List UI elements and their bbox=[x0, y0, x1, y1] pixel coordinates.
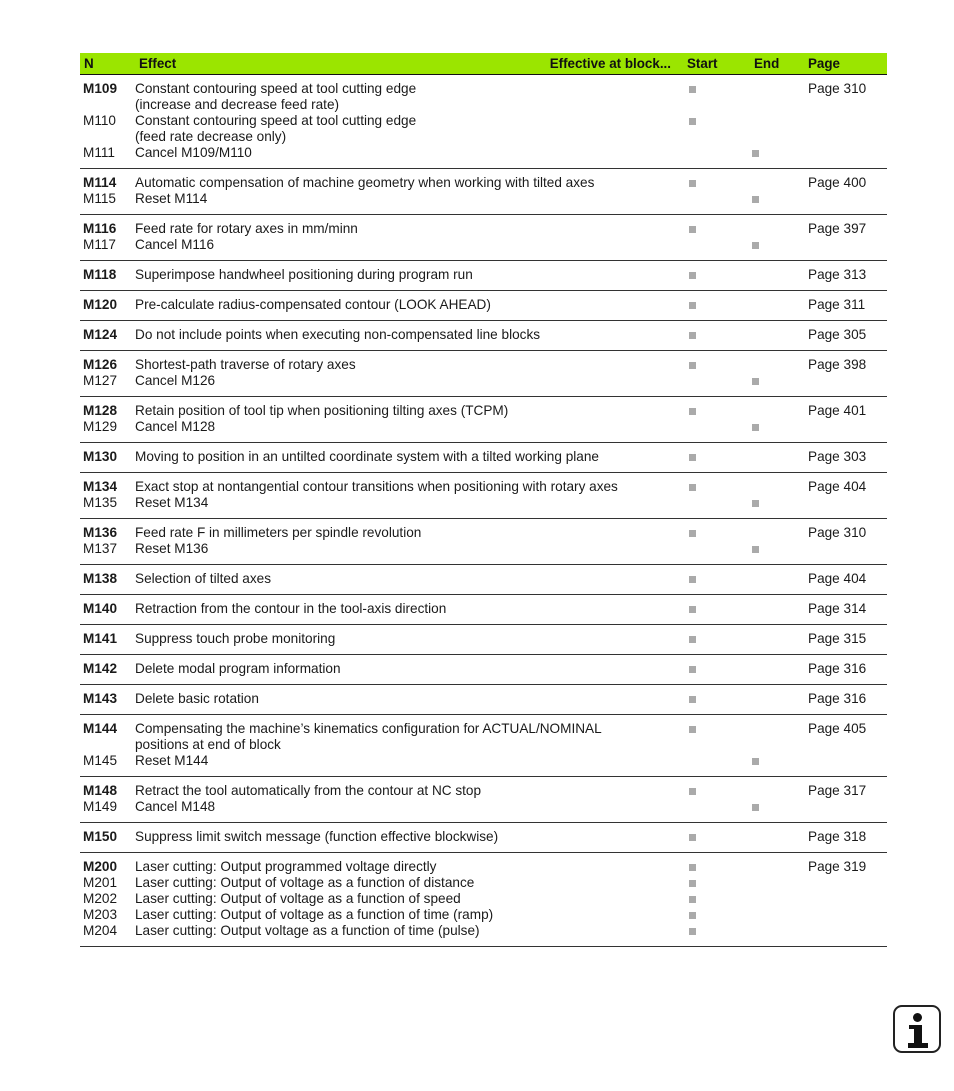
start-marker-icon bbox=[689, 726, 696, 733]
effect-text: Superimpose handwheel positioning during program run bbox=[135, 267, 473, 282]
m-code: M120 bbox=[83, 297, 118, 312]
page-cell bbox=[804, 625, 887, 655]
m-code: M201 bbox=[83, 875, 118, 890]
effect-cell bbox=[135, 397, 683, 443]
m-code: M144 bbox=[83, 721, 118, 736]
m-code: M204 bbox=[83, 923, 118, 938]
start-marker-icon bbox=[689, 912, 696, 919]
m-code: M126 bbox=[83, 357, 118, 372]
code-cell bbox=[80, 261, 135, 291]
m-code: M200 bbox=[83, 859, 118, 874]
page-ref: Page 305 bbox=[808, 327, 867, 342]
effect-text: Cancel M116 bbox=[135, 237, 215, 252]
end-cell bbox=[750, 169, 804, 215]
code-cell bbox=[80, 351, 135, 397]
page-cell bbox=[804, 685, 887, 715]
effect-text: Delete modal program information bbox=[135, 661, 341, 676]
page-ref: Page 397 bbox=[808, 221, 867, 236]
effect-cell bbox=[135, 261, 683, 291]
effect-text: Reset M114 bbox=[135, 191, 208, 206]
effect-text: Cancel M109/M110 bbox=[135, 145, 252, 160]
end-marker-icon bbox=[752, 546, 759, 553]
m-code: M114 bbox=[83, 175, 117, 190]
page-cell bbox=[804, 75, 887, 169]
table-row bbox=[80, 75, 887, 169]
start-cell bbox=[683, 75, 750, 169]
m-function-table bbox=[80, 53, 887, 947]
effect-cell bbox=[135, 715, 683, 777]
start-marker-icon bbox=[689, 362, 696, 369]
m-code: M202 bbox=[83, 891, 118, 906]
end-cell bbox=[750, 291, 804, 321]
effect-text: (feed rate decrease only) bbox=[135, 129, 287, 144]
code-cell bbox=[80, 473, 135, 519]
effect-cell bbox=[135, 321, 683, 351]
end-cell bbox=[750, 777, 804, 823]
page-ref: Page 314 bbox=[808, 601, 867, 616]
effect-text: Selection of tilted axes bbox=[135, 571, 272, 586]
code-cell bbox=[80, 75, 135, 169]
end-cell bbox=[750, 215, 804, 261]
start-marker-icon bbox=[689, 86, 696, 93]
header-page: Page bbox=[804, 53, 887, 75]
effect-text: Cancel M128 bbox=[135, 419, 216, 434]
effect-text: Retraction from the contour in the tool-axis direction bbox=[135, 601, 447, 616]
effect-text: positions at end of block bbox=[135, 737, 281, 752]
page-ref: Page 313 bbox=[808, 267, 867, 282]
code-cell bbox=[80, 823, 135, 853]
table-row bbox=[80, 715, 887, 777]
code-cell bbox=[80, 321, 135, 351]
effect-text: Constant contouring speed at tool cutting edge bbox=[135, 81, 417, 96]
effect-cell bbox=[135, 473, 683, 519]
start-marker-icon bbox=[689, 332, 696, 339]
code-cell bbox=[80, 169, 135, 215]
table-row bbox=[80, 321, 887, 351]
m-code: M136 bbox=[83, 525, 118, 540]
end-cell bbox=[750, 625, 804, 655]
end-cell bbox=[750, 565, 804, 595]
m-code: M129 bbox=[83, 419, 118, 434]
m-code: M203 bbox=[83, 907, 118, 922]
effect-cell bbox=[135, 625, 683, 655]
m-code: M148 bbox=[83, 783, 118, 798]
start-cell bbox=[683, 291, 750, 321]
header-n: N bbox=[80, 53, 135, 75]
table-row bbox=[80, 443, 887, 473]
start-marker-icon bbox=[689, 180, 696, 187]
code-cell bbox=[80, 853, 135, 947]
start-marker-icon bbox=[689, 118, 696, 125]
end-cell bbox=[750, 321, 804, 351]
effect-text: Retain position of tool tip when positioning tilting axes (TCPM) bbox=[135, 403, 509, 418]
page-ref: Page 318 bbox=[808, 829, 867, 844]
end-marker-icon bbox=[752, 758, 759, 765]
code-cell bbox=[80, 443, 135, 473]
page-cell bbox=[804, 169, 887, 215]
start-cell bbox=[683, 321, 750, 351]
page-ref: Page 316 bbox=[808, 661, 867, 676]
start-marker-icon bbox=[689, 576, 696, 583]
effect-text: Cancel M126 bbox=[135, 373, 216, 388]
table-row bbox=[80, 215, 887, 261]
effect-cell bbox=[135, 565, 683, 595]
info-icon bbox=[893, 1005, 941, 1053]
effect-cell bbox=[135, 519, 683, 565]
code-cell bbox=[80, 519, 135, 565]
m-code: M110 bbox=[83, 113, 116, 128]
effect-cell bbox=[135, 655, 683, 685]
page-ref: Page 405 bbox=[808, 721, 867, 736]
page-cell bbox=[804, 777, 887, 823]
code-cell bbox=[80, 625, 135, 655]
end-cell bbox=[750, 853, 804, 947]
effect-text: Do not include points when executing non-compensated line blocks bbox=[135, 327, 541, 342]
end-cell bbox=[750, 261, 804, 291]
table-row bbox=[80, 473, 887, 519]
start-cell bbox=[683, 397, 750, 443]
end-marker-icon bbox=[752, 196, 759, 203]
page-cell bbox=[804, 321, 887, 351]
start-marker-icon bbox=[689, 696, 696, 703]
table-row bbox=[80, 777, 887, 823]
page-ref: Page 400 bbox=[808, 175, 867, 190]
start-cell bbox=[683, 443, 750, 473]
start-cell bbox=[683, 715, 750, 777]
end-cell bbox=[750, 655, 804, 685]
effect-text: Retract the tool automatically from the contour at NC stop bbox=[135, 783, 482, 798]
table-row bbox=[80, 291, 887, 321]
effect-text: Cancel M148 bbox=[135, 799, 216, 814]
page-ref: Page 315 bbox=[808, 631, 867, 646]
start-marker-icon bbox=[689, 272, 696, 279]
m-code: M135 bbox=[83, 495, 118, 510]
code-cell bbox=[80, 565, 135, 595]
effect-text: Reset M134 bbox=[135, 495, 209, 510]
code-cell bbox=[80, 397, 135, 443]
start-marker-icon bbox=[689, 408, 696, 415]
m-code: M117 bbox=[83, 237, 116, 252]
code-cell bbox=[80, 215, 135, 261]
effect-text: Delete basic rotation bbox=[135, 691, 259, 706]
start-marker-icon bbox=[689, 834, 696, 841]
page-cell bbox=[804, 261, 887, 291]
start-marker-icon bbox=[689, 530, 696, 537]
table-row bbox=[80, 625, 887, 655]
m-code: M115 bbox=[83, 191, 116, 206]
effect-text: Constant contouring speed at tool cutting edge bbox=[135, 113, 417, 128]
m-code: M111 bbox=[83, 145, 115, 160]
page-ref: Page 311 bbox=[808, 297, 866, 312]
effect-text: Automatic compensation of machine geometry when working with tilted axes bbox=[135, 175, 595, 190]
start-cell bbox=[683, 625, 750, 655]
m-code: M118 bbox=[83, 267, 117, 282]
header-start: Start bbox=[683, 53, 750, 75]
effect-cell bbox=[135, 443, 683, 473]
page-ref: Page 404 bbox=[808, 571, 867, 586]
page-cell bbox=[804, 595, 887, 625]
start-marker-icon bbox=[689, 928, 696, 935]
end-marker-icon bbox=[752, 150, 759, 157]
end-cell bbox=[750, 823, 804, 853]
effect-text: Suppress limit switch message (function effective blockwise) bbox=[135, 829, 499, 844]
m-code: M150 bbox=[83, 829, 118, 844]
start-marker-icon bbox=[689, 484, 696, 491]
start-marker-icon bbox=[689, 606, 696, 613]
start-marker-icon bbox=[689, 666, 696, 673]
table-header-row bbox=[80, 53, 887, 75]
page-cell bbox=[804, 853, 887, 947]
start-cell bbox=[683, 853, 750, 947]
start-marker-icon bbox=[689, 788, 696, 795]
page-ref: Page 316 bbox=[808, 691, 867, 706]
effect-cell bbox=[135, 685, 683, 715]
page-cell bbox=[804, 823, 887, 853]
end-marker-icon bbox=[752, 804, 759, 811]
m-code: M124 bbox=[83, 327, 118, 342]
effect-text: Laser cutting: Output of voltage as a function of time (ramp) bbox=[135, 907, 494, 922]
table-row bbox=[80, 351, 887, 397]
table-row bbox=[80, 519, 887, 565]
effect-cell bbox=[135, 823, 683, 853]
table-row bbox=[80, 823, 887, 853]
table-row bbox=[80, 655, 887, 685]
effect-cell bbox=[135, 777, 683, 823]
end-cell bbox=[750, 595, 804, 625]
start-marker-icon bbox=[689, 864, 696, 871]
end-cell bbox=[750, 351, 804, 397]
m-code: M134 bbox=[83, 479, 118, 494]
effect-cell bbox=[135, 595, 683, 625]
start-marker-icon bbox=[689, 226, 696, 233]
end-marker-icon bbox=[752, 378, 759, 385]
page-ref: Page 401 bbox=[808, 403, 867, 418]
page-cell bbox=[804, 655, 887, 685]
m-code: M128 bbox=[83, 403, 118, 418]
header-end: End bbox=[750, 53, 804, 75]
table-row bbox=[80, 565, 887, 595]
code-cell bbox=[80, 655, 135, 685]
page-cell bbox=[804, 519, 887, 565]
header-effect-group bbox=[135, 53, 683, 75]
effect-cell bbox=[135, 75, 683, 169]
start-cell bbox=[683, 519, 750, 565]
end-cell bbox=[750, 473, 804, 519]
page-cell bbox=[804, 565, 887, 595]
effect-text: Pre-calculate radius-compensated contour (LOOK AHEAD) bbox=[135, 297, 491, 312]
page-cell bbox=[804, 351, 887, 397]
m-code: M127 bbox=[83, 373, 118, 388]
table-row bbox=[80, 853, 887, 947]
end-cell bbox=[750, 397, 804, 443]
end-marker-icon bbox=[752, 424, 759, 431]
m-code: M145 bbox=[83, 753, 118, 768]
table-row bbox=[80, 685, 887, 715]
table-row bbox=[80, 261, 887, 291]
effect-text: Compensating the machine’s kinematics configuration for ACTUAL/NOMINAL bbox=[135, 721, 602, 736]
page-ref: Page 303 bbox=[808, 449, 867, 464]
code-cell bbox=[80, 715, 135, 777]
end-cell bbox=[750, 685, 804, 715]
end-marker-icon bbox=[752, 242, 759, 249]
end-cell bbox=[750, 519, 804, 565]
m-code: M141 bbox=[83, 631, 118, 646]
start-cell bbox=[683, 685, 750, 715]
header-effect: Effect bbox=[139, 55, 177, 71]
table-body bbox=[80, 75, 887, 947]
start-marker-icon bbox=[689, 880, 696, 887]
m-code: M140 bbox=[83, 601, 118, 616]
effect-text: Reset M136 bbox=[135, 541, 209, 556]
table-row bbox=[80, 397, 887, 443]
page-cell bbox=[804, 443, 887, 473]
effect-cell bbox=[135, 169, 683, 215]
start-marker-icon bbox=[689, 896, 696, 903]
start-cell bbox=[683, 777, 750, 823]
page-ref: Page 310 bbox=[808, 81, 867, 96]
effect-text: Exact stop at nontangential contour transitions when positioning with rotary axes bbox=[135, 479, 618, 494]
start-cell bbox=[683, 351, 750, 397]
m-code: M116 bbox=[83, 221, 117, 236]
table-row bbox=[80, 595, 887, 625]
m-code: M142 bbox=[83, 661, 118, 676]
effect-cell bbox=[135, 215, 683, 261]
end-cell bbox=[750, 443, 804, 473]
effect-text: Laser cutting: Output voltage as a function of time (pulse) bbox=[135, 923, 480, 938]
effect-cell bbox=[135, 351, 683, 397]
effect-text: Shortest-path traverse of rotary axes bbox=[135, 357, 356, 372]
effect-text: (increase and decrease feed rate) bbox=[135, 97, 340, 112]
m-code: M137 bbox=[83, 541, 118, 556]
code-cell bbox=[80, 595, 135, 625]
header-effective-at-block: Effective at block... bbox=[549, 55, 671, 71]
end-cell bbox=[750, 715, 804, 777]
effect-text: Feed rate F in millimeters per spindle revolution bbox=[135, 525, 422, 540]
start-cell bbox=[683, 595, 750, 625]
effect-text: Laser cutting: Output programmed voltage directly bbox=[135, 859, 437, 874]
m-code: M149 bbox=[83, 799, 118, 814]
effect-cell bbox=[135, 291, 683, 321]
start-marker-icon bbox=[689, 302, 696, 309]
m-code: M109 bbox=[83, 81, 118, 96]
effect-text: Reset M144 bbox=[135, 753, 209, 768]
effect-text: Feed rate for rotary axes in mm/minn bbox=[135, 221, 358, 236]
effect-text: Laser cutting: Output of voltage as a function of speed bbox=[135, 891, 461, 906]
effect-text: Suppress touch probe monitoring bbox=[135, 631, 336, 646]
m-code: M130 bbox=[83, 449, 118, 464]
page-cell bbox=[804, 291, 887, 321]
page-cell bbox=[804, 397, 887, 443]
page-ref: Page 404 bbox=[808, 479, 867, 494]
start-cell bbox=[683, 261, 750, 291]
effect-text: Moving to position in an untilted coordinate system with a tilted working plane bbox=[135, 449, 599, 464]
start-marker-icon bbox=[689, 636, 696, 643]
end-cell bbox=[750, 75, 804, 169]
code-cell bbox=[80, 291, 135, 321]
page-cell bbox=[804, 473, 887, 519]
page-ref: Page 310 bbox=[808, 525, 867, 540]
effect-text: Laser cutting: Output of voltage as a function of distance bbox=[135, 875, 475, 890]
page-ref: Page 398 bbox=[808, 357, 867, 372]
start-cell bbox=[683, 473, 750, 519]
page-cell bbox=[804, 715, 887, 777]
start-cell bbox=[683, 565, 750, 595]
start-cell bbox=[683, 169, 750, 215]
end-marker-icon bbox=[752, 500, 759, 507]
page-cell bbox=[804, 215, 887, 261]
code-cell bbox=[80, 777, 135, 823]
m-code: M138 bbox=[83, 571, 118, 586]
m-code: M143 bbox=[83, 691, 118, 706]
page-ref: Page 319 bbox=[808, 859, 867, 874]
start-cell bbox=[683, 823, 750, 853]
code-cell bbox=[80, 685, 135, 715]
start-cell bbox=[683, 655, 750, 685]
start-marker-icon bbox=[689, 454, 696, 461]
table-row bbox=[80, 169, 887, 215]
start-cell bbox=[683, 215, 750, 261]
effect-cell bbox=[135, 853, 683, 947]
page-ref: Page 317 bbox=[808, 783, 867, 798]
